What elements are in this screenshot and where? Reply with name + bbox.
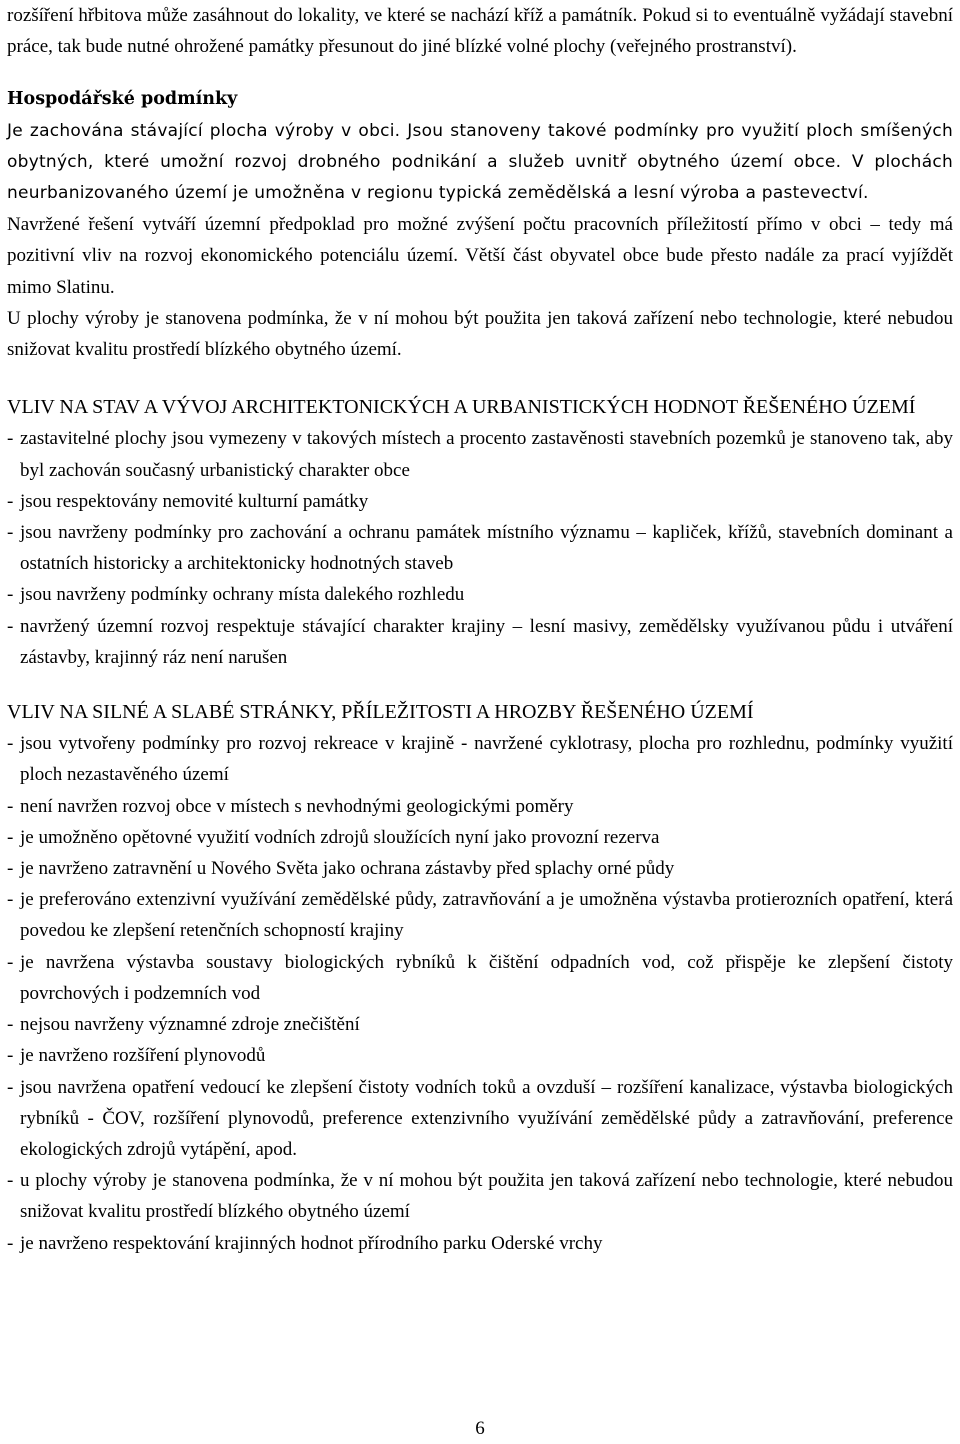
list-item-text: zastavitelné plochy jsou vymezeny v takových místech a procento zastavěnosti stavebních pozemků je stanoveno tak, aby byl zachován současný urbanistický charakter obce <box>20 428 953 481</box>
list-item <box>7 1040 953 1071</box>
list-item-text: jsou navržena opatření vedoucí ke zlepšení čistoty vodních toků a ovzduší – rozšíření kanalizace, výstavba biologických rybníků - ČOV, rozšíření plynovodů, preference extenzivního využívání zemědělské půdy a zatravňování, preference ekologických zdrojů vytápění, apod. <box>20 1076 953 1160</box>
list-item-text: je navrženo zatravnění u Nového Světa jako ochrana zástavby před splachy orné půdy <box>20 858 675 880</box>
list-item <box>7 579 953 610</box>
bullet-dash: - <box>7 795 14 817</box>
list-item <box>7 884 953 946</box>
bullet-dash: - <box>7 951 14 973</box>
list-item <box>7 1009 953 1040</box>
bullet-dash: - <box>7 1076 14 1098</box>
bullet-dash: - <box>7 733 14 755</box>
list-item <box>7 1228 953 1259</box>
list-item <box>7 728 953 790</box>
bullet-list <box>7 728 953 1258</box>
bullet-dash: - <box>7 1014 14 1036</box>
list-item <box>7 1072 953 1166</box>
section-subheading: Hospodářské podmínky <box>7 89 238 110</box>
list-item-text: je umožněno opětovné využití vodních zdrojů sloužících nyní jako provozní rezerva <box>20 826 660 848</box>
section-heading: VLIV NA STAV A VÝVOJ ARCHITEKTONICKÝCH A URBANISTICKÝCH HODNOT ŘEŠENÉHO ÚZEMÍ <box>7 396 916 419</box>
bullet-dash: - <box>7 1170 14 1192</box>
paragraph: U plochy výroby je stanovena podmínka, že v ní mohou být použita jen taková zařízení nebo technologie, které nebudou snižovat kvalitu prostředí blízkého obytného území. <box>7 307 953 361</box>
list-item <box>7 517 953 579</box>
paragraph: Je zachována stávající plocha výroby v obci. Jsou stanoveny takové podmínky pro využití ploch smíšených obytných, které umožní rozvoj drobného podnikání a služeb uvnitř obytného území obce. V plochách neurbanizovaného území je umožněna v regionu typická zemědělská a lesní výroba a pastevectví. <box>7 120 953 204</box>
bullet-dash: - <box>7 490 14 512</box>
list-item <box>7 611 953 673</box>
page-number: 6 <box>475 1418 485 1439</box>
bullet-dash: - <box>7 522 14 544</box>
page-content <box>7 0 953 1259</box>
swot-section <box>7 697 953 1259</box>
list-item-text: nejsou navrženy významné zdroje znečištění <box>20 1014 360 1036</box>
bullet-dash: - <box>7 826 14 848</box>
list-item-text: jsou navrženy podmínky ochrany místa dalekého rozhledu <box>20 584 465 606</box>
bullet-dash: - <box>7 889 14 911</box>
list-item <box>7 853 953 884</box>
list-item-text: je preferováno extenzivní využívání zemědělské půdy, zatravňování a je umožněna výstavba protierozních opatření, která povedou ke zlepšení retenčních schopností krajiny <box>20 889 953 942</box>
bullet-dash: - <box>7 858 14 880</box>
list-item-text: není navržen rozvoj obce v místech s nevhodnými geologickými poměry <box>20 795 574 817</box>
bullet-dash: - <box>7 615 14 637</box>
list-item <box>7 1165 953 1227</box>
list-item-text: jsou navrženy podmínky pro zachování a ochranu památek místního významu – kapliček, křížů, stavebních dominant a ostatních historicky a architektonicky hodnotných staveb <box>20 522 953 575</box>
list-item-text: je navrženo respektování krajinných hodnot přírodního parku Oderské vrchy <box>20 1232 603 1254</box>
section-heading: VLIV NA SILNÉ A SLABÉ STRÁNKY, PŘÍLEŽITOSTI A HROZBY ŘEŠENÉHO ÚZEMÍ <box>7 701 754 724</box>
paragraph: Navržené řešení vytváří územní předpoklad pro možné zvýšení počtu pracovních příležitostí přímo v obci – tedy má pozitivní vliv na rozvoj ekonomického potenciálu území. Větší část obyvatel obce bude přesto nadále za prací vyjíždět mimo Slatinu. <box>7 214 953 298</box>
bullet-dash: - <box>7 1232 14 1254</box>
intro-paragraph: rozšíření hřbitova může zasáhnout do lokality, ve které se nachází kříž a památník. Pokud si to eventuálně vyžádají stavební práce, tak bude nutné ohrožené památky přesunout do jiné blízké volné plochy (veřejného prostranství). <box>7 5 953 58</box>
list-item-text: jsou respektovány nemovité kulturní památky <box>20 490 369 512</box>
list-item-text: je navrženo rozšíření plynovodů <box>20 1045 266 1067</box>
list-item <box>7 791 953 822</box>
list-item <box>7 947 953 1009</box>
bullet-list <box>7 423 953 673</box>
list-item <box>7 486 953 517</box>
list-item-text: u plochy výroby je stanovena podmínka, že v ní mohou být použita jen taková zařízení nebo technologie, které nebudou snižovat kvalitu prostředí blízkého obytného území <box>20 1170 953 1223</box>
list-item <box>7 822 953 853</box>
economic-conditions-section <box>7 84 953 365</box>
bullet-dash: - <box>7 584 14 606</box>
bullet-dash: - <box>7 428 14 450</box>
bullet-dash: - <box>7 1045 14 1067</box>
list-item-text: je navržena výstavba soustavy biologických rybníků k čištění odpadních vod, což přispěje ke zlepšení čistoty povrchových i podzemních vod <box>20 951 953 1004</box>
list-item-text: navržený územní rozvoj respektuje stávající charakter krajiny – lesní masivy, zemědělsky využívanou půdu i utváření zástavby, krajinný ráz není narušen <box>20 615 953 668</box>
list-item-text: jsou vytvořeny podmínky pro rozvoj rekreace v krajině - navržené cyklotrasy, plocha pro rozhlednu, podmínky využití ploch nezastavěného území <box>20 733 953 786</box>
architecture-section <box>7 392 953 673</box>
list-item <box>7 423 953 485</box>
